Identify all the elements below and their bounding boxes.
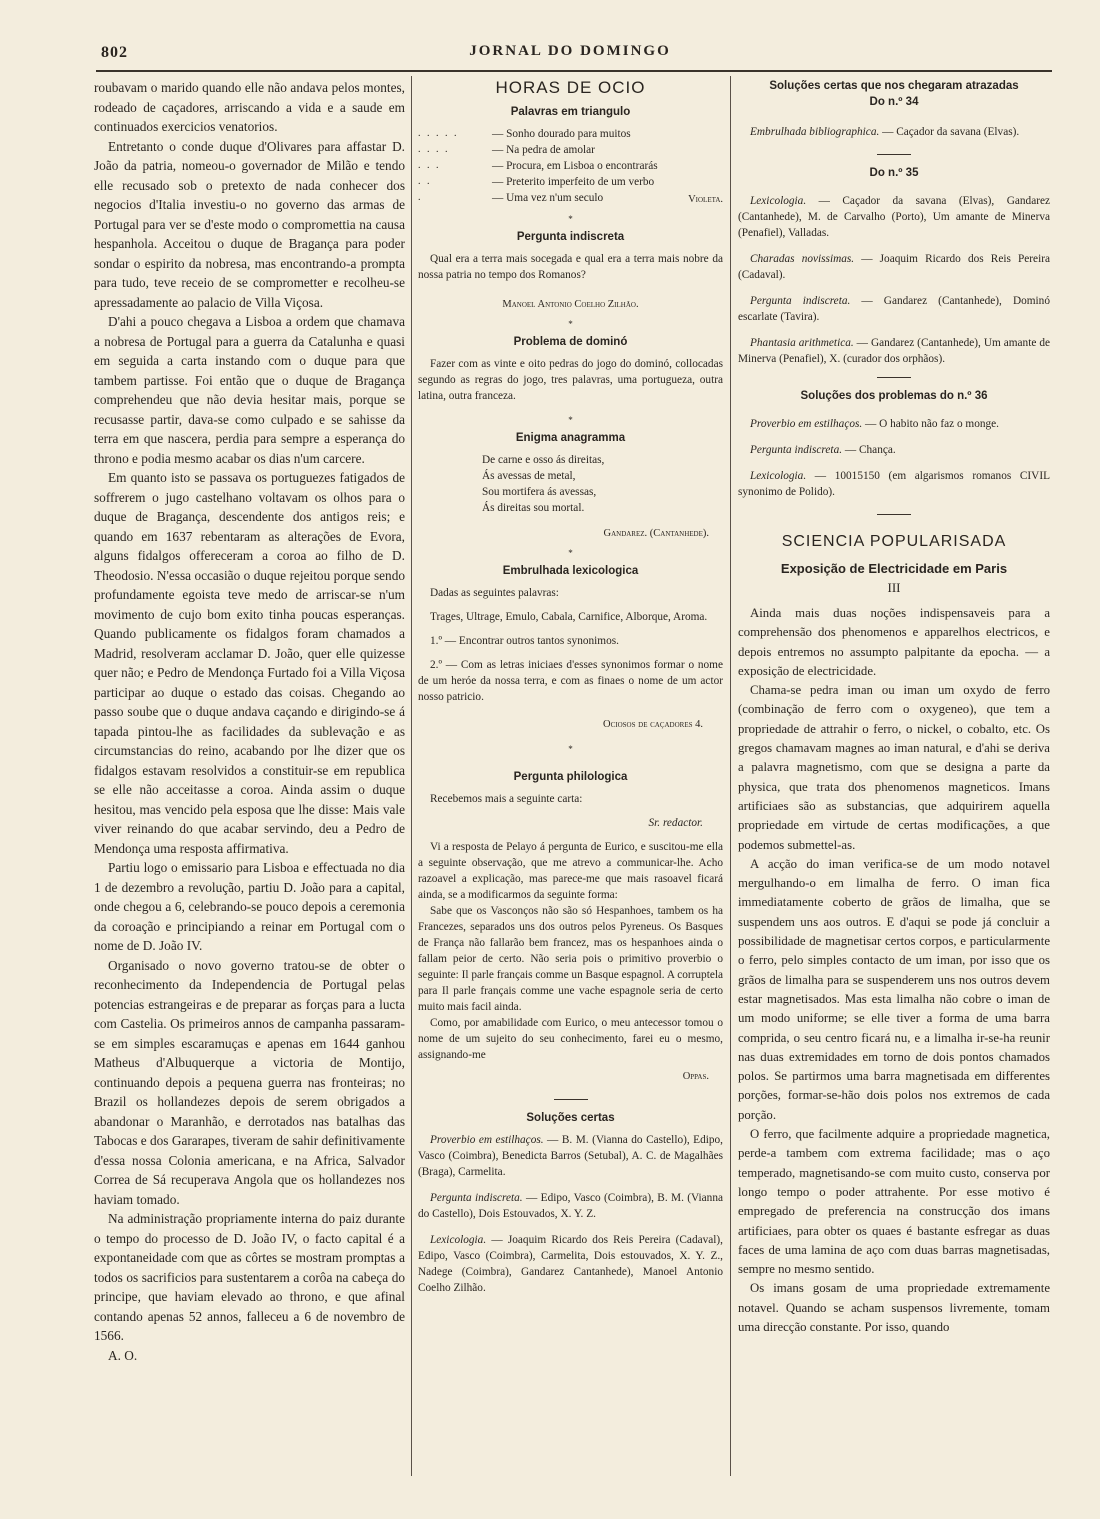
puzzle-text: Qual era a terra mais socegada e qual era a terra mais nobre da nossa patria no tempo dos Romanos? <box>418 253 723 281</box>
verse-line: Ás avessas de metal, <box>482 470 576 482</box>
solution-entry: Proverbio em estilhaços. — O habito não faz o monge. <box>750 418 1000 430</box>
puzzle-text: 1.º — Encontrar outros tantos synonimos. <box>430 635 619 647</box>
star-separator: * <box>568 744 573 754</box>
triangle-row: . . . . — Na pedra de amolar <box>418 144 595 156</box>
puzzle-text: Trages, Ultrage, Emulo, Cabala, Carnifice, Alborque, Aroma. <box>430 611 708 623</box>
separator-rule <box>877 377 911 378</box>
solution-entry: Embrulhada bibliographica. — Caçador da savana (Elvas). <box>750 126 1020 138</box>
puzzle-title-pergunta: Pergunta indiscreta <box>516 231 625 243</box>
puzzle-signature: Ociosos de caçadores 4. <box>603 719 703 730</box>
solution-entry: Charadas novissimas. — Joaquim Ricardo dos Reis Pereira (Cadaval). <box>738 253 1050 281</box>
solution-entry: Proverbio em estilhaços. — B. M. (Vianna do Castello), Edipo, Vasco (Coimbra), Benedicta Barros (Setubal), A. C. de Magalhães (Braga), Carmelita. <box>418 1134 723 1178</box>
science-paragraph: Ainda mais duas noções indispensaveis para a comprehensão dos phenomenos e apparelhos electricos, e depois entremos no assumpto palpitante da epocha. — a exposição de electricidade. <box>738 606 1050 678</box>
puzzle-title-domino: Problema de dominó <box>513 336 628 348</box>
puzzle-title-triangulo: Palavras em triangulo <box>510 106 631 118</box>
header-rule <box>96 70 1052 72</box>
separator-rule <box>877 514 911 515</box>
science-paragraph: O ferro, que facilmente adquire a propriedade magnetica, perde-a tambem com extrema facilidade; mas o aço temperado, magnetisando-se com muito custo, conserva por longo tempo o poder attrahente. Por esse motivo é empregado de preferencia na construcção dos imans artificiaes, para obter os quaes é bastante esfregar as duas faces de uma lamina de aço com duas barras magnetisadas, sempre no mesmo sentido. <box>738 1127 1050 1277</box>
star-separator: * <box>568 214 573 224</box>
puzzle-text: Dadas as seguintes palavras: <box>430 587 559 599</box>
separator-rule <box>554 1099 588 1100</box>
star-separator: * <box>568 548 573 558</box>
separator-rule <box>877 154 911 155</box>
issue-heading-35: Do n.º 35 <box>869 167 919 179</box>
solution-entry: Lexicologia. — 10015150 (em algarismos romanos CIVIL synonimo de Polido). <box>738 470 1050 498</box>
triangle-row: . . — Preterito imperfeito de um verbo <box>418 176 655 188</box>
science-paragraph: Os imans gosam de uma propriedade extremamente notavel. Quando se acham suspensos livremente, tomam uma direcção constante. Por isso, quando <box>738 1281 1050 1334</box>
solution-entry: Pergunta indiscreta. — Chança. <box>750 444 896 456</box>
history-paragraph: roubavam o marido quando elle não andava pelos montes, rodeado de caçadores, arriscando a vida e a saude em continuados exercicios venatorios. <box>94 80 405 134</box>
column-divider-1 <box>411 76 412 1476</box>
column-history <box>94 78 405 1479</box>
solution-entry: Lexicologia. — Joaquim Ricardo dos Reis Pereira (Cadaval), Edipo, Vasco (Coimbra), Carmelita, Dois estouvados, X. Y. Z., Nadege (Coimbra), Gandarez Cantanhede), Manoel Antonio Coelho Zilhão. <box>418 1234 723 1294</box>
letter-salutation: Sr. redactor. <box>648 817 703 829</box>
journal-title: JORNAL DO DOMINGO <box>469 43 671 59</box>
solutions-title: Soluções certas <box>526 1112 615 1124</box>
verse-line: Sou mortifera ás avessas, <box>482 486 597 498</box>
science-paragraph: Chama-se pedra iman ou iman um oxydo de ferro (combinação de ferro com o oxygeneo), que tem a propriedade de attrahir o ferro, o nickel, o cobalto, etc. Os gregos chamavam magnes ao iman natural, e d'ahi se deriva a palavra magnetismo, com que se designa a parte da physica, que trata dos phenomenos magneticos. Imans artificiaes são as substancias, que adquirirem aquella propriedade em virtude de certas modificações, a que podemos submettel-as. <box>738 683 1050 852</box>
solution-entry: Pergunta indiscreta. — Gandarez (Cantanhede), Dominó escarlate (Tavira). <box>738 295 1050 323</box>
letter-paragraph: Como, por amabilidade com Eurico, o meu antecessor tomou o nome de um sujeito do seu conhecimento, farei eu o mesmo, assignando-me <box>418 1017 723 1061</box>
puzzle-text: 2.º — Com as letras iniciaes d'esses synonimos formar o nome de um heróe da nossa terra, e com as finaes o nome de um actor nosso patricio. <box>418 659 723 703</box>
letter-intro: Recebemos mais a seguinte carta: <box>430 793 583 805</box>
article-part-number: III <box>887 580 901 595</box>
column-horas-de-ocio <box>418 78 723 1479</box>
puzzle-signature: Gandarez. (Cantanhede). <box>603 528 709 539</box>
letter-signature: Oppas. <box>682 1071 709 1082</box>
triangle-row: . . . . . — Sonho dourado para muitos <box>418 128 631 140</box>
letter-paragraph: Sabe que os Vasconços não são só Hespanhoes, tambem os ha Francezes, separados uns dos outros pelos Pyreneus. Os Basques de França não fallarão bem francez, mas os hespanhoes ainda o fallam peior de certo. Não seria pois o primitivo proverbio o seguinte: Il parle français comme un Basque espagnol. A corruptela para Il parle français comme une vache espagnole seria de certo muito mais facil ainda. <box>418 905 723 1013</box>
page-number: 802 <box>101 44 128 61</box>
article-signature: A. O. <box>108 1347 138 1363</box>
solution-entry: Pergunta indiscreta. — Edipo, Vasco (Coimbra), B. M. (Vianna do Castello), Dois Estouvados, X. Y. Z. <box>418 1192 723 1220</box>
science-paragraph: A acção do iman verifica-se de um modo notavel mergulhando-o em limalha de ferro. O iman fica immediatamente coberto de grãos de limalha, que se suspendem uns aos outros. E d'aqui se pode já concluir a possibilidade de magnetisar certos corpos, e particularmente o ferro, pelo simples contacto de um iman, por isso que os grãos de limalha para se suspenderem uns nos outros devem estar magnetisados. Mas esta limalha não cobre o iman de um modo uniforme; se elle tiver a forma de uma barra comprida, o seu centro ficará nu, e a limalha ir-se-ha reunir nas duas extremidades em torno de dois pontos chamados polos. Se partirmos uma barra magnetisada em differentes porções, formar-se-hão dois polos nos extremos de cada porção. <box>738 856 1050 1122</box>
history-paragraph: D'ahi a pouco chegava a Lisboa a ordem que chamava a nobresa de Portugal para a guerra da Catalunha e quasi em seguida a carta instando com o duque para que tambem partisse. Foi então que o duque de Bragança comprehendeu que não devia hesitar mais, porque se recusasse partir, dava-se como culpado e se sahisse da terra em que nascera, perdia para sempre a esperança do throno e podia mesmo acabar os dias n'um carcere. <box>94 314 405 466</box>
verse-line: Ás direitas sou mortal. <box>482 502 585 514</box>
column-solutions-science <box>738 78 1050 1479</box>
puzzle-title-enigma: Enigma anagramma <box>515 432 626 444</box>
history-paragraph: Na administração propriamente interna do paiz durante o tempo do processo de D. João IV, o facto capital é a expontaneidade com que as côrtes se mostram promptas a todos os sacrificios para sustentarem a corôa na cabeça do principe, que haviam elevado ao throno, e que afinal contando apenas 52 annos, falleceu a 6 de novembro de 1566. <box>94 1211 405 1343</box>
article-title-exposicao: Exposição de Electricidade em Paris <box>780 561 1008 576</box>
star-separator: * <box>568 415 573 425</box>
column-divider-2 <box>730 76 731 1476</box>
solution-entry: Lexicologia. — Caçador da savana (Elvas), Gandarez (Cantanhede), M. de Carvalho (Porto), Um amante de Minerva (Penafiel), Valladas. <box>738 195 1050 239</box>
history-paragraph: Entretanto o conde duque d'Olivares para affastar D. João da patria, nomeou-o governador de Milão e tendo elle recusado sob o pretexto de nada conhecer dos negocios d'Italia investiu-o no governo das armas de Portugal para ver se d'este modo o compromettia na causa hespanhola. Acceitou o duque de Bragança para poder sondar o espirito da nobresa, mas encontrando-a prompta para tudo, teve receio de se comprometter e recolheu-se apressadamente ao palacio de Villa Viçosa. <box>94 138 405 310</box>
triangle-row: . . . — Procura, em Lisboa o encontrarás <box>418 160 658 172</box>
issue-heading-36: Soluções dos problemas do n.º 36 <box>800 390 988 402</box>
letter-paragraph: Vi a resposta de Pelayo á pergunta de Eurico, e suscitou-me ella a seguinte observação, que me atrevo a communicar-lhe. Acho razoavel a explicação, mas parece-me que mais rasoavel ficará ainda, se a modificarmos da seguinte forma: <box>418 841 723 901</box>
verse-line: De carne e osso ás direitas, <box>482 454 605 466</box>
triangle-row: . — Uma vez n'um seculo <box>418 192 604 204</box>
science-article-body <box>738 604 1050 1337</box>
puzzle-title-embrulhada: Embrulhada lexicologica <box>502 565 639 577</box>
puzzle-text: Fazer com as vinte e oito pedras do jogo do dominó, collocadas segundo as regras do jogo, tres palavras, uma portugueza, outra latina, outra franceza. <box>418 358 723 402</box>
solution-entry: Phantasia arithmetica. — Gandarez (Cantanhede), Um amante de Minerva (Penafiel), X. (curador dos orphãos). <box>738 337 1050 365</box>
section-title-sciencia: SCIENCIA POPULARISADA <box>781 533 1007 550</box>
history-paragraph: Organisado o novo governo tratou-se de obter o reconhecimento da Independencia de Portugal pelas potencias estrangeiras e de preparar as forças para a lucta com Castelia. Os primeiros annos de campanha passaram-se em simples escaramuças e apenas em 1644 ganhou Matheus d'Albuquerque a victoria de Montijo, continuando depois a pequena guerra nas fronteiras; no Brazil os hollandezes depois de serem obrigados a abandonar o Maranhão, e derrotados nas batalhas das Tabocas e dos Gararapes, tiveram de sahir definitivamente d'essa nossa Colonia americana, e na Africa, Salvador Correa de Sá recuperava Angola que os hollandezes nos haviam tomado. <box>94 957 405 1207</box>
puzzle-title-philologica: Pergunta philologica <box>513 771 628 783</box>
history-paragraph: Partiu logo o emissario para Lisboa e effectuada no dia 1 de dezembro a revolução, partiu D. João para a capital, onde chegou a 6, celebrando-se pouco depois a ceremonia da coroação e principiando a reinar em Portugal com o nome de D. João IV. <box>94 860 405 953</box>
puzzle-signature: Violeta. <box>688 194 723 205</box>
enigma-verse <box>482 452 723 516</box>
star-separator: * <box>568 319 573 329</box>
section-title-horas-de-ocio: HORAS DE OCIO <box>495 78 646 97</box>
late-solutions-heading: Soluções certas que nos chegaram atrazadas Do n.º 34 <box>769 80 1019 108</box>
puzzle-signature: Manoel Antonio Coelho Zilhão. <box>502 299 639 310</box>
history-paragraph: Em quanto isto se passava os portuguezes fatigados de soffrerem o jugo castelhano voltavam os olhos para o duque de Bragança, descendente dos antigos reis; e quando em 1637 rebentaram as alterações de Evora, alguns fidalgos offereceram a coroa ao filho de D. Theodosio. N'essa occasião o duque rejeitou porque sendo profundamente egoista teve medo de arriscar-se n'um movimento de cujo bom exito tinha poucas esperanças. Quando publicamente os fidalgos foram chamados a Madrid, resolveram acclamar D. João, quer elle quizesse quer não; e Pedro de Mendonça Furtado foi a Villa Viçosa participar ao duque o estado das coisas. Chegando ao passo soube que o duque andava caçando e dirigindo-se á tapada pintou-lhe as facilidades da sublevação e as circumstancias do reino, acabando por lhe dizer que os fidalgos estavam resolvidos a constituir-se em republica se elle não acceitasse a coroa. Ainda assim o duque hesitou, mas vencido pela esposa que lhe disse: Mais vale viver reinando do que acabar servindo, deu a Pedro de Mendonça uma resposta affirmativa. <box>94 470 405 856</box>
